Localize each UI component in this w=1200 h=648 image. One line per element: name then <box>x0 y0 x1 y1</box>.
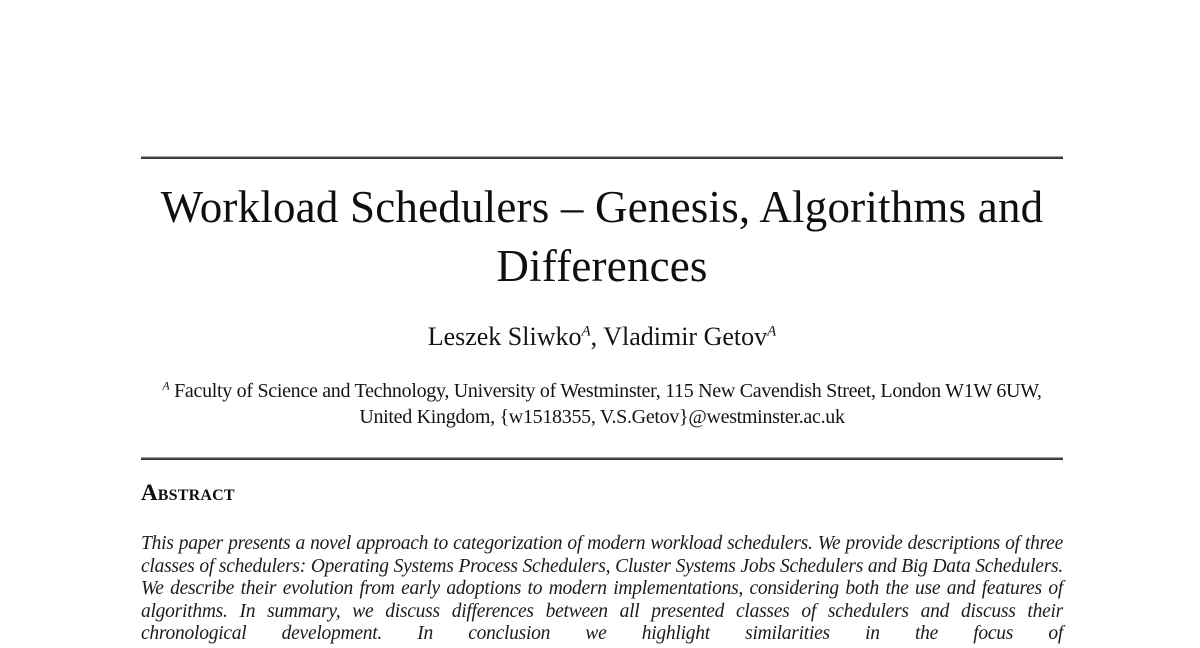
affiliation-mark: A <box>162 378 170 393</box>
abstract-heading: Abstract <box>141 480 235 505</box>
author-separator: , <box>590 322 604 351</box>
author-name-1: Leszek Sliwko <box>427 322 582 351</box>
paper-title: Workload Schedulers – Genesis, Algorithms and Differences <box>160 182 1044 291</box>
affiliation-text: Faculty of Science and Technology, University of Westminster, 115 New Cavendish Street, London W1W 6UW, United Kingdom, {w1518355, V.S.Getov}@westminster.ac.uk <box>169 380 1042 428</box>
separator-rule <box>141 457 1063 460</box>
affiliation-line <box>141 379 1063 430</box>
abstract-body: This paper presents a novel approach to categorization of modern workload schedulers. We provide descriptions of three classes of schedulers: Operating Systems Process Schedulers, Cluster Systems Jobs Schedulers and Big Data Schedulers. We describe their evolution from early adoptions to modern implementations, considering both the use and features of algorithms. In summary, we discuss differences between all presented classes of schedulers and discuss their chronological development. In conclusion we highlight similarities in the focus of <box>141 533 1063 645</box>
author-affiliation-mark-1: A <box>581 323 591 340</box>
authors-line <box>141 322 1063 352</box>
header-rule <box>141 156 1063 159</box>
author-name-2: Vladimir Getov <box>603 322 768 351</box>
author-affiliation-mark-2: A <box>767 323 777 340</box>
